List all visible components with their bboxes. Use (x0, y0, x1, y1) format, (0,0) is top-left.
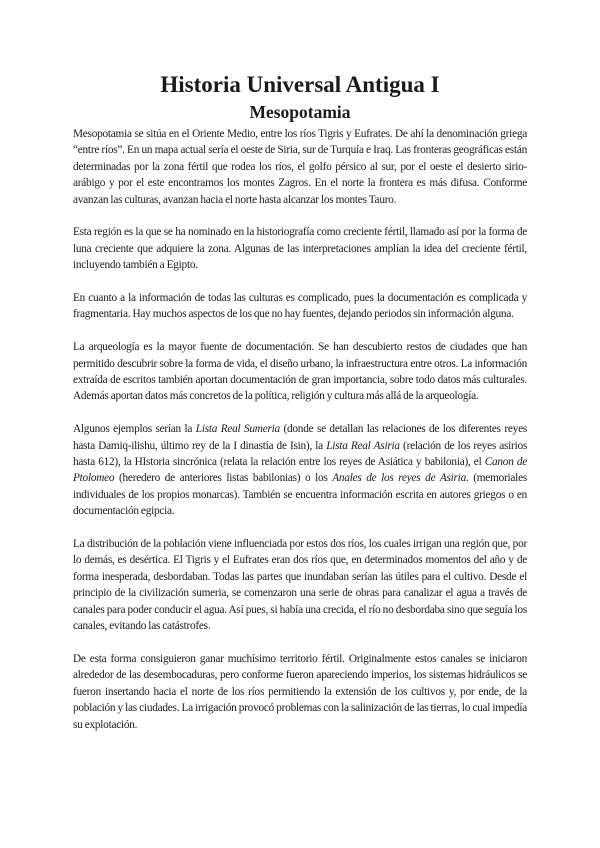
document-title: Historia Universal Antigua I (160, 72, 440, 97)
italic-title-canon-de-ptolomeo: Canon de Ptolomeo (73, 456, 528, 485)
text-segment: (relación de los reyes asirios hasta 612), la HIstoria sincrónica (relata la relación entre los reyes de Asiática y babilonia), el (73, 439, 528, 469)
text-segment: . (memoriales individuales de los propios monarcas). También se encuentra información escrita en autores griegos o en documentación egipcia. (73, 472, 527, 518)
document-page (73, 70, 527, 749)
paragraph-3: En cuanto a la información de todas las culturas es complicado, pues la documentación es complicada y fragmentaria. Hay muchos aspectos de los que no hay fuentes, dejando periodos sin información alguna. (73, 292, 527, 321)
section-heading: Mesopotamia (249, 102, 351, 122)
italic-title-anales-reyes-asiria: Anales de los reyes de Asiria (332, 472, 466, 485)
paragraph-5 (73, 421, 527, 519)
paragraph-1: Mesopotamia se sitúa en el Oriente Medio, entre los ríos Tigris y Eufrates. De ahí la denominación griega “entre ríos”. En un mapa actual sería el oeste de Siria, sur de Turquía e Iraq. Las fronteras geográficas están determinadas por la zona fértil que rodea los ríos, el golfo pérsico al sur, por el oeste el desierto sirio-arábigo y por el este encontramos los montes Zagros. En el norte la frontera es más difusa. Conforme avanzan las culturas, avanzan hacia el norte hasta alcanzar los montes Tauro. (73, 128, 527, 206)
text-segment: Algunos ejemplos serían la (73, 423, 196, 436)
italic-title-lista-real-sumeria: Lista Real Sumeria (195, 423, 280, 436)
paragraph-7: De esta forma consiguieron ganar muchísimo territorio fértil. Originalmente estos canales se iniciaron alrededor de las desembocaduras, pero conforme fueron apareciendo imperios, los sistemas hidráulicos se fueron insertando hacia el norte de los ríos permitiendo la extensión de los cultivos y, por ende, de la población y las ciudades. La irrigación provocó problemas con la salinización de las tierras, lo cual impedía su explotación. (73, 652, 527, 731)
text-segment: (heredero de anteriores listas babilonias) o los (114, 472, 333, 485)
paragraph-6: La distribución de la población viene influenciada por estos dos ríos, los cuales irrigan una región que, por lo demás, es desértica. El Tigris y el Eufrates eran dos ríos que, en determinados momentos del año y de forma inesperada, desbordaban. Todas las partes que inundaban serían las útiles para el cultivo. Desde el principio de la civilización sumeria, se comenzaron una serie de obras para canalizar el agua a través de canales para poder conducir el agua. Así pues, si había una crecida, el río no desbordaba sino que seguía los canales, evitando las catástrofes. (73, 538, 527, 633)
text-segment: (donde se detallan las relaciones de los diferentes reyes hasta Damiq-ilishu, último rey de la I dinastía de Isin), la (73, 423, 527, 452)
paragraph-2: Esta región es la que se ha nominado en la historiografía como creciente fértil, llamado así por la forma de luna creciente que adquiere la zona. Algunas de las interpretaciones amplían la idea del creciente fértil, incluyendo también a Egipto. (73, 226, 527, 272)
italic-title-lista-real-asiria: Lista Real Asiria (326, 439, 400, 452)
paragraph-4: La arqueología es la mayor fuente de documentación. Se han descubierto restos de ciudades que han permitido descubrir sobre la forma de vida, el diseño urbano, la infraestructura entre otros. La información extraída de escritos también aportan documentación de gran importancia, sobre todo datos más culturales. Además aportan datos más concretos de la política, religión y cultura más allá de la arqueología. (73, 341, 527, 403)
